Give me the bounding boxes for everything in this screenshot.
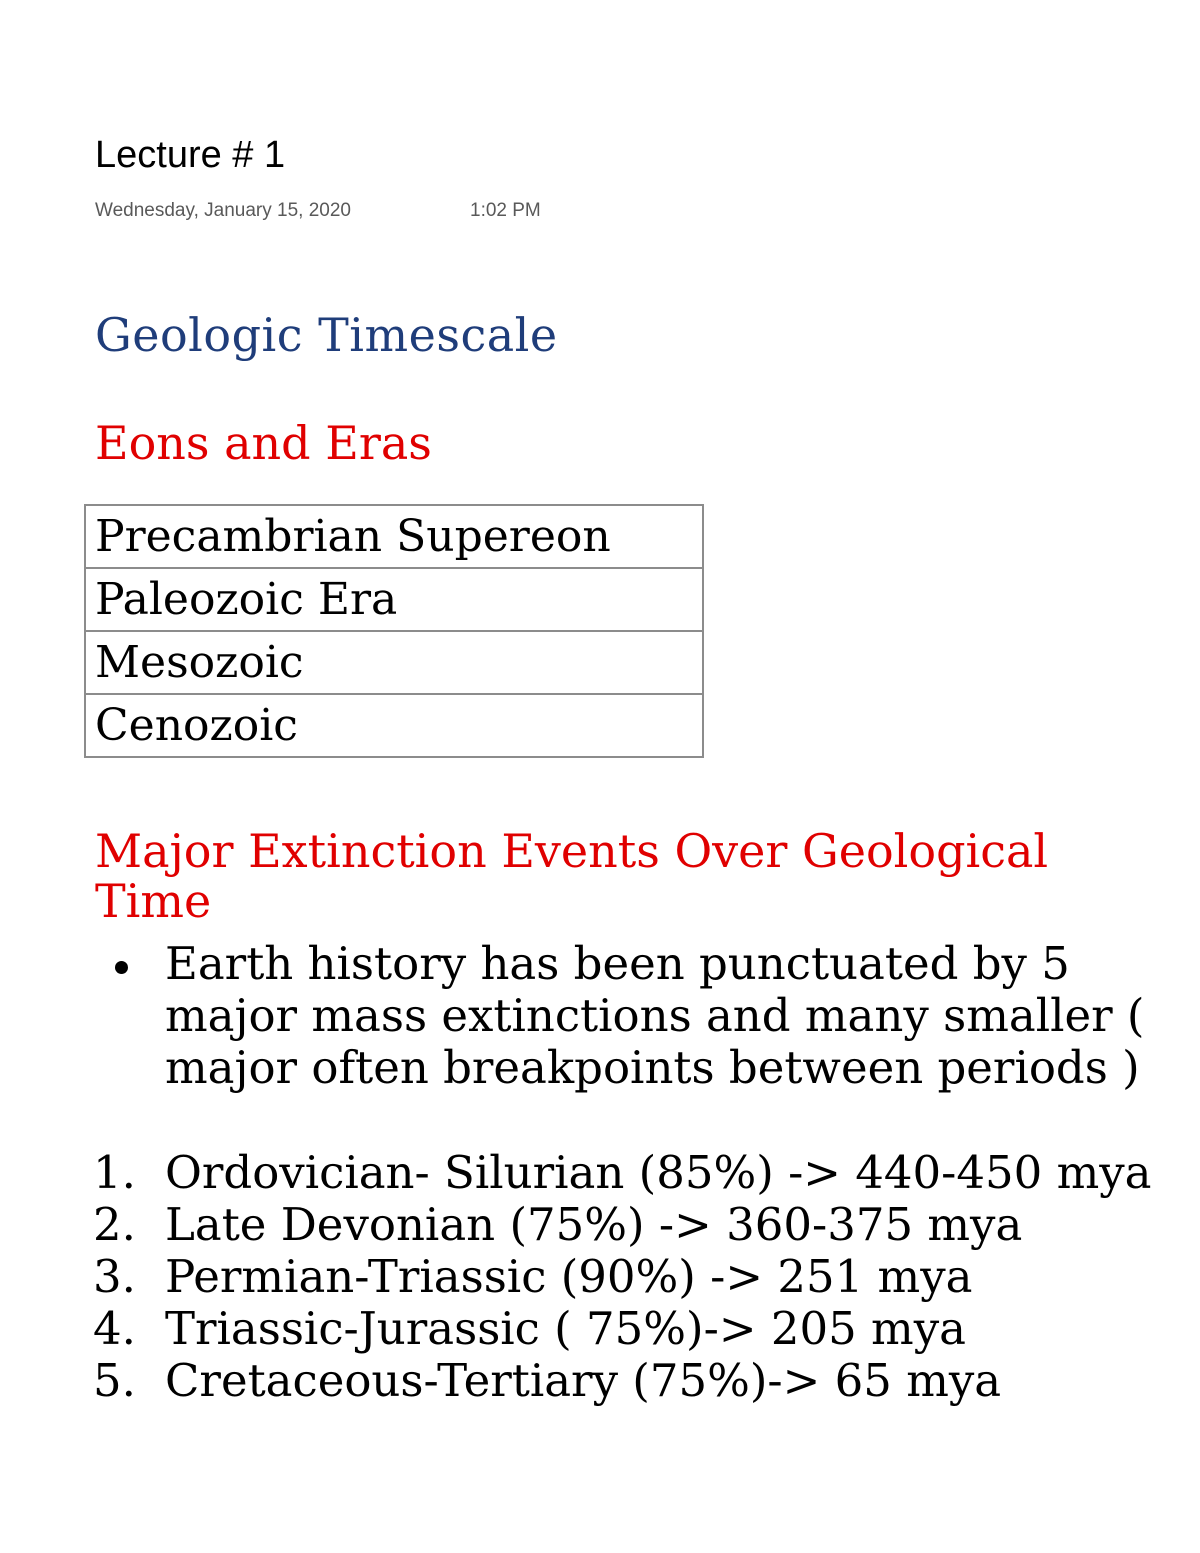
table-cell: Paleozoic Era	[85, 568, 703, 631]
list-item	[0, 1303, 1200, 1355]
table-cell: Cenozoic	[85, 694, 703, 757]
list-text: Late Devonian (75%) -> 360-375 mya	[165, 1198, 1023, 1251]
list-text: Ordovician- Silurian (85%) -> 440-450 mya	[165, 1146, 1152, 1199]
list-item	[0, 1199, 1200, 1251]
list-text: Permian-Triassic (90%) -> 251 mya	[165, 1250, 973, 1303]
list-number: 5.	[93, 1354, 136, 1407]
page-title: Lecture # 1	[95, 134, 286, 176]
bullet-dot-icon	[115, 961, 128, 974]
table-cell: Precambrian Supereon	[85, 505, 703, 568]
list-number: 1.	[93, 1146, 136, 1199]
page-time: 1:02 PM	[470, 200, 541, 221]
table-row	[85, 568, 703, 631]
list-item	[0, 1355, 1200, 1407]
page-date: Wednesday, January 15, 2020	[95, 200, 351, 221]
list-text: Cretaceous-Tertiary (75%)-> 65 mya	[165, 1354, 1002, 1407]
extinction-content	[0, 930, 1200, 1434]
list-number: 3.	[93, 1250, 136, 1303]
table-cell: Mesozoic	[85, 631, 703, 694]
eras-table	[84, 504, 704, 758]
list-number: 4.	[93, 1302, 136, 1355]
geologic-timescale-heading: Geologic Timescale	[95, 308, 558, 362]
list-item	[0, 1147, 1200, 1199]
eons-eras-heading: Eons and Eras	[95, 416, 432, 470]
list-text: Triassic-Jurassic ( 75%)-> 205 mya	[165, 1302, 966, 1355]
bullet-text: Earth history has been punctuated by 5 major mass extinctions and many smaller ( major often breakpoints between periods )	[165, 937, 1145, 1094]
extinction-list	[0, 1147, 1200, 1407]
table-row	[85, 505, 703, 568]
list-number: 2.	[93, 1198, 136, 1251]
table-row	[85, 694, 703, 757]
extinction-heading: Major Extinction Events Over Geological Time	[95, 824, 1049, 928]
list-item	[0, 1251, 1200, 1303]
table-row	[85, 631, 703, 694]
